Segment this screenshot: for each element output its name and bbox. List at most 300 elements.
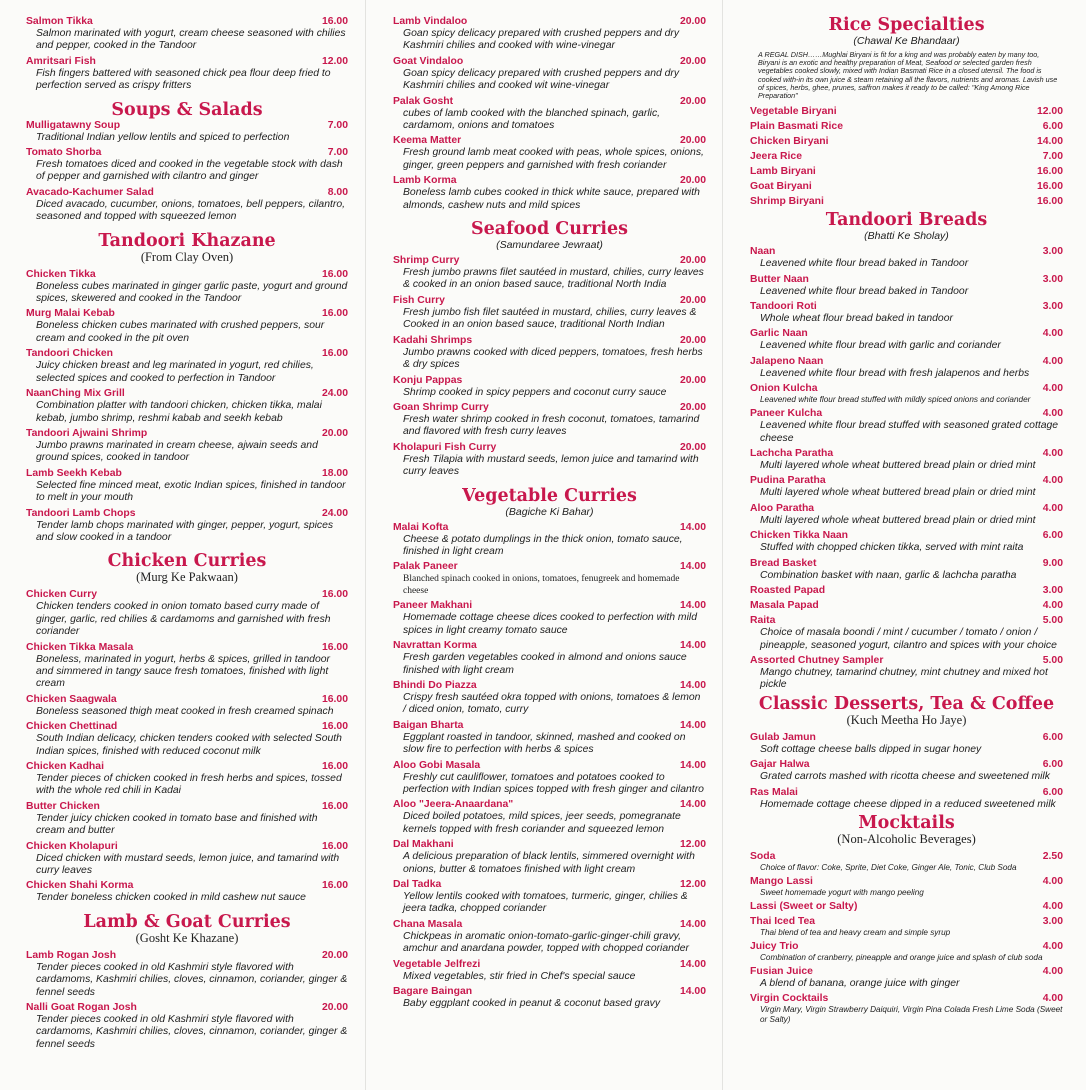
- section-title: Chicken Curries: [107, 551, 267, 572]
- menu-item: [26, 269, 348, 306]
- menu-item-description: Traditional Indian yellow lentils and spiced to perfection: [36, 131, 290, 143]
- menu-item-name: Chicken Curry: [26, 589, 98, 601]
- menu-item-header: [750, 851, 1063, 863]
- menu-item-name: Paneer Makhani: [393, 600, 473, 612]
- menu-item-header: [26, 16, 348, 28]
- menu-item: [750, 383, 1063, 405]
- menu-item: [750, 787, 1063, 811]
- menu-item-header: [393, 959, 706, 971]
- menu-item-description: Combination platter with tandoori chicken, chicken tikka, malai kebab, jumbo shrimp, reshmi kabab and seekh kebab: [36, 400, 322, 424]
- menu-item-price: 16.00: [321, 308, 348, 320]
- menu-item-description: Choice of masala boondi / mint / cucumber / tomato / onion / pineapple, seasoned yogurt, cilantro and spices with your choice: [760, 627, 1057, 651]
- menu-item-price: 4.00: [1042, 600, 1063, 612]
- menu-item-description: Leavened white flour bread baked in Tandoor: [760, 285, 969, 297]
- menu-item: [26, 1002, 348, 1051]
- menu-item-description: Eggplant roasted in tandoor, skinned, mashed and cooked on slow fire to perfection with herbs & spices: [403, 731, 686, 756]
- menu-item-price: 16.00: [321, 721, 348, 733]
- menu-item-description: Cheese & potato dumplings in the thick onion, tomato sauce, finished in light cream: [403, 533, 683, 557]
- menu-item-price: 20.00: [679, 175, 706, 187]
- section-title: Soups & Salads: [111, 99, 263, 120]
- menu-item: [26, 801, 348, 838]
- menu-item: [750, 993, 1063, 1025]
- menu-item-header: [26, 880, 348, 892]
- menu-item: [393, 839, 706, 876]
- menu-item-price: 3.00: [1042, 246, 1063, 258]
- menu-item: [750, 196, 1063, 208]
- menu-item-name: Goat Biryani: [750, 181, 812, 193]
- menu-item-name: Tandoori Lamb Chops: [26, 507, 136, 519]
- menu-item-description: Tender lamb chops marinated with ginger, pepper, yogurt, spices and slow cooked in a tandoor: [36, 519, 334, 543]
- menu-item-price: 6.00: [1042, 759, 1063, 771]
- section-subtitle: (Kuch Meetha Ho Jaye): [846, 712, 967, 727]
- menu-item: [393, 175, 706, 212]
- menu-item: [393, 522, 706, 559]
- menu-item-price: 3.00: [1042, 585, 1063, 597]
- menu-item-header: [750, 901, 1063, 913]
- menu-item-header: [750, 585, 1063, 597]
- menu-item-price: 14.00: [679, 799, 706, 811]
- menu-item-name: Chicken Chettinad: [26, 721, 118, 733]
- menu-item-price: 20.00: [679, 95, 706, 107]
- menu-item-price: 14.00: [679, 521, 706, 533]
- menu-item-price: 20.00: [679, 294, 706, 306]
- menu-item-name: Butter Chicken: [26, 800, 100, 812]
- menu-item-price: 24.00: [321, 388, 348, 400]
- menu-item-name: Keema Matter: [393, 135, 462, 147]
- menu-item-price: 4.00: [1042, 993, 1063, 1005]
- menu-item: [26, 694, 348, 718]
- menu-item-price: 20.00: [679, 401, 706, 413]
- menu-column-middle: [393, 16, 706, 1013]
- menu-item: [26, 721, 348, 758]
- menu-item-price: 4.00: [1042, 408, 1063, 420]
- section-subtitle: (Non-Alcoholic Beverages): [837, 831, 976, 846]
- menu-item-price: 24.00: [321, 507, 348, 519]
- menu-item: [750, 876, 1063, 898]
- menu-item-header: [750, 356, 1063, 368]
- menu-item-header: [750, 181, 1063, 193]
- menu-item-description: Goan spicy delicacy prepared with crushed peppers and dry Kashmiri chilies and cooked with wine-vinegar: [403, 28, 680, 52]
- menu-item-price: 18.00: [321, 467, 348, 479]
- menu-item-header: [26, 120, 348, 132]
- menu-item-description: Tender pieces cooked in old Kashmiri style flavored with cardamoms, Kashmiri chilies, cloves, cinnamon, coriander, ginger & fennel seeds: [36, 1014, 348, 1050]
- menu-item-name: Bread Basket: [750, 557, 817, 569]
- menu-item-name: Naan: [750, 246, 776, 258]
- menu-item-header: [393, 760, 706, 772]
- menu-section-soups-salads: [26, 101, 348, 224]
- menu-item: [750, 181, 1063, 193]
- menu-item-name: Fusian Juice: [750, 965, 813, 977]
- menu-item: [393, 561, 706, 597]
- menu-item: [750, 732, 1063, 756]
- menu-item-header: [393, 879, 706, 891]
- menu-item-description: Diced boiled potatoes, mild spices, jeer seeds, pomegranate kernels topped with fresh coriander and squeezed lemon: [403, 811, 681, 835]
- menu-item-price: 5.00: [1042, 615, 1063, 627]
- menu-item-header: [750, 166, 1063, 178]
- menu-item-price: 12.00: [679, 839, 706, 851]
- menu-item: [26, 950, 348, 999]
- menu-item-header: [393, 175, 706, 187]
- menu-item-header: [26, 761, 348, 773]
- menu-item-header: [750, 615, 1063, 627]
- menu-item-description: Combination basket with naan, garlic & lachcha paratha: [760, 569, 1017, 581]
- menu-item-name: Gulab Jamun: [750, 731, 816, 743]
- menu-item-price: 14.00: [679, 986, 706, 998]
- menu-item-header: [26, 147, 348, 159]
- menu-item-price: 4.00: [1042, 875, 1063, 887]
- menu-item-header: [26, 841, 348, 853]
- menu-item: [26, 880, 348, 904]
- menu-item-description: Whole wheat flour bread baked in tandoor: [760, 313, 953, 325]
- menu-item-name: Pudina Paratha: [750, 475, 826, 487]
- menu-item-price: 4.00: [1042, 448, 1063, 460]
- menu-item: [393, 600, 706, 637]
- menu-item: [750, 448, 1063, 472]
- menu-item: [26, 468, 348, 505]
- menu-item-description: Choice of flavor: Coke, Sprite, Diet Coke, Ginger Ale, Tonic, Club Soda: [760, 862, 1017, 872]
- menu-item: [750, 356, 1063, 380]
- section-title: Seafood Curries: [470, 219, 629, 240]
- menu-item-price: 20.00: [679, 255, 706, 267]
- menu-item-price: 5.00: [1042, 654, 1063, 666]
- menu-item: [750, 301, 1063, 325]
- menu-item-price: 16.00: [321, 840, 348, 852]
- section-subtitle: (Bagiche Ki Bahar): [505, 505, 594, 518]
- section-subtitle: (Samundaree Jewraat): [496, 239, 603, 252]
- menu-item-description: Jumbo prawns marinated in cream cheese, ajwain seeds and ground spices, cooked in tandoor: [36, 439, 318, 464]
- menu-item-name: Fish Curry: [393, 294, 445, 306]
- menu-item-description: Homemade cottage cheese dices cooked to perfection with mild spices in light creamy tomato sauce: [403, 612, 697, 636]
- menu-item-header: [750, 916, 1063, 928]
- menu-item-description: Shrimp cooked in spicy peppers and coconut curry sauce: [403, 386, 667, 398]
- menu-item-name: Mulligatawny Soup: [26, 119, 121, 131]
- menu-item: [750, 121, 1063, 133]
- menu-item-price: 14.00: [679, 719, 706, 731]
- menu-item-name: Lamb Vindaloo: [393, 16, 468, 27]
- menu-section: [393, 16, 706, 212]
- menu-item-name: Plain Basmati Rice: [750, 121, 843, 133]
- menu-item-price: 6.00: [1042, 121, 1063, 133]
- menu-item-price: 20.00: [679, 135, 706, 147]
- menu-item-description: A blend of banana, orange juice with ginger: [760, 977, 960, 989]
- menu-item: [393, 799, 706, 836]
- menu-item-description: Fresh water shrimp cooked in fresh coconut, tomatoes, tamarind and flavored with fresh curry leaves: [403, 413, 700, 438]
- menu-item-price: 4.00: [1042, 355, 1063, 367]
- menu-item-price: 8.00: [327, 186, 348, 198]
- menu-item-description: Boneless chicken cubes marinated with crushed peppers, sour cream and cooked in the pit oven: [36, 320, 325, 344]
- menu-item-description: Combination of cranberry, pineapple and orange juice and splash of club soda: [760, 952, 1043, 962]
- menu-item-name: Jalapeno Naan: [750, 355, 824, 367]
- menu-item-header: [26, 721, 348, 733]
- menu-item: [750, 558, 1063, 582]
- menu-item-description: Mixed vegetables, stir fried in Chef's special sauce: [403, 970, 636, 982]
- menu-item-description: Freshly cut cauliflower, tomatoes and potatoes cooked to perfection with Indian spices topped with fresh ginger and cilantro: [403, 771, 704, 795]
- menu-item-header: [750, 475, 1063, 487]
- menu-item-name: Lassi (Sweet or Salty): [750, 900, 858, 912]
- menu-item-header: [26, 508, 348, 520]
- menu-item: [393, 335, 706, 372]
- menu-item-name: Soda: [750, 850, 776, 862]
- menu-item-price: 14.00: [679, 640, 706, 652]
- menu-item-price: 4.00: [1042, 383, 1063, 395]
- menu-item-header: [750, 876, 1063, 888]
- menu-item-description: Fresh garden vegetables cooked in almond and onions sauce finished with light cream: [403, 652, 687, 676]
- menu-item-header: [393, 640, 706, 652]
- menu-item-name: Navrattan Korma: [393, 640, 477, 652]
- menu-item-name: Aloo "Jeera-Anaardana": [393, 799, 514, 811]
- menu-item-price: 14.00: [679, 958, 706, 970]
- menu-item-header: [750, 530, 1063, 542]
- menu-item-header: [750, 274, 1063, 286]
- menu-item: [26, 428, 348, 465]
- menu-item-price: 20.00: [321, 427, 348, 439]
- menu-item: [393, 640, 706, 677]
- section-title: Lamb & Goat Curries: [83, 911, 291, 932]
- menu-item: [750, 106, 1063, 118]
- menu-item: [26, 16, 348, 53]
- menu-item-price: 7.00: [1042, 151, 1063, 163]
- menu-item-description: Tender pieces of chicken cooked in fresh herbs and spices, tossed with the whole red chili in Kadai: [36, 773, 342, 797]
- menu-item-description: A delicious preparation of black lentils, simmered overnight with onions, butter & tomatoes finished with light cream: [403, 851, 695, 875]
- menu-item-description: Tender pieces cooked in old Kashmiri style flavored with cardamoms, Kashmiri chilies, cloves, cinnamon, coriander, ginger & fennel seeds: [36, 961, 348, 998]
- menu-item: [393, 295, 706, 332]
- menu-item-name: Konju Pappas: [393, 374, 463, 386]
- menu-item-description: Soft cottage cheese balls dipped in sugar honey: [760, 743, 982, 755]
- menu-item-description: Juicy chicken breast and leg marinated in yogurt, red chilies, selected spices and cooked to perfection in Tandoor: [36, 360, 314, 384]
- menu-item-name: Vegetable Jelfrezi: [393, 958, 481, 970]
- menu-item-name: Kholapuri Fish Curry: [393, 441, 497, 453]
- menu-item-description: Leavened white flour bread baked in Tandoor: [760, 258, 969, 270]
- menu-item-name: Raita: [750, 615, 776, 627]
- menu-item-name: Amritsari Fish: [26, 55, 96, 67]
- menu-item-name: Paneer Kulcha: [750, 408, 823, 420]
- section-intro: A REGAL DISH……Mughlai Biryani is fit for a king and was probably eaten by many too, Biryani is an exotic and healthy preparation of Meat, Seafood or selected garden fresh vegetables cooked slowly, mixed with Indian Basmati Rice in a closed utensil. The food is cooked with-in its own juice & steam retaining all the flavors, nutrients and aromas. Lavish use of spices, herbs, ghee, prunes, saffron makes it ready to be called: "King Among Rice Preparation": [758, 50, 1058, 101]
- menu-item-description: Homemade cottage cheese dipped in a reduced sweetened milk: [760, 798, 1056, 810]
- menu-item-price: 6.00: [1042, 530, 1063, 542]
- menu-item-price: 16.00: [321, 16, 348, 27]
- menu-item: [393, 720, 706, 757]
- menu-item-price: 16.00: [321, 641, 348, 653]
- menu-item-name: Chicken Tikka: [26, 268, 96, 280]
- menu-item-header: [26, 468, 348, 480]
- menu-item: [26, 120, 348, 144]
- menu-item-description: Mango chutney, tamarind chutney, mint chutney and mixed hot pickle: [760, 666, 1048, 691]
- menu-item-description: Multi layered whole wheat buttered bread plain or dried mint: [760, 487, 1036, 499]
- menu-item-name: Aloo Paratha: [750, 502, 815, 514]
- menu-item: [26, 348, 348, 385]
- menu-item-description: Blanched spinach cooked in onions, tomatoes, fenugreek and homemade cheese: [403, 574, 680, 597]
- menu-item-name: Jeera Rice: [750, 151, 802, 163]
- menu-item-price: 7.00: [327, 147, 348, 159]
- menu-item-header: [750, 196, 1063, 208]
- menu-item: [26, 308, 348, 345]
- menu-item-name: Virgin Cocktails: [750, 993, 829, 1005]
- menu-item-header: [393, 295, 706, 307]
- menu-item-name: Masala Papad: [750, 600, 819, 612]
- menu-item-header: [750, 558, 1063, 570]
- menu-item-name: Aloo Gobi Masala: [393, 759, 481, 771]
- menu-item-header: [750, 993, 1063, 1005]
- menu-item-description: cubes of lamb cooked with the blanched spinach, garlic, cardamom, onions and tomatoes: [403, 107, 661, 132]
- menu-item-price: 14.00: [679, 600, 706, 612]
- menu-item-price: 12.00: [321, 55, 348, 67]
- menu-item-description: Sweet homemade yogurt with mango peeling: [760, 887, 924, 897]
- menu-item: [750, 530, 1063, 554]
- menu-item-name: Assorted Chutney Sampler: [750, 654, 884, 666]
- menu-item-name: Goat Vindaloo: [393, 55, 464, 67]
- menu-item-price: 20.00: [679, 16, 706, 27]
- menu-section-vegetable-curries: [393, 487, 706, 1011]
- menu-item-description: Leavened white flour bread stuffed with seasoned grated cottage cheese: [760, 420, 1059, 444]
- menu-item-description: Goan spicy delicacy prepared with crushed peppers and dry Kashmiri chilies and cooked wit wine-vinegar: [403, 67, 680, 92]
- menu-item-header: [393, 402, 706, 414]
- menu-item: [393, 255, 706, 292]
- menu-item: [750, 166, 1063, 178]
- menu-item-name: Tomato Shorba: [26, 147, 102, 159]
- menu-section: [26, 16, 348, 93]
- menu-item: [393, 879, 706, 916]
- menu-column-right: [750, 16, 1063, 1028]
- section-title: Vegetable Curries: [462, 485, 637, 506]
- menu-item-header: [393, 16, 706, 28]
- menu-item-description: Fresh tomatoes diced and cooked in the vegetable stock with dash of pepper and garnished with cilantro and ginger: [36, 159, 343, 183]
- menu-item-description: Stuffed with chopped chicken tikka, served with mint raita: [760, 542, 1024, 554]
- menu-item-name: Chicken Shahi Korma: [26, 880, 134, 892]
- section-title: Classic Desserts, Tea & Coffee: [758, 693, 1055, 714]
- menu-item-header: [26, 187, 348, 199]
- menu-item-name: Lamb Rogan Josh: [26, 949, 117, 961]
- menu-item: [750, 585, 1063, 597]
- menu-item-name: Malai Kofta: [393, 521, 449, 533]
- menu-item-price: 6.00: [1042, 731, 1063, 743]
- menu-item-description: Fresh jumbo prawns filet sautéed in mustard, chilies, curry leaves & cooked in an onion based sauce, traditional North India: [403, 267, 704, 291]
- menu-item-description: Grated carrots mashed with ricotta cheese and sweetened milk: [760, 771, 1050, 783]
- menu-item-price: 4.00: [1042, 940, 1063, 952]
- menu-item: [26, 589, 348, 638]
- menu-item-name: Vegetable Biryani: [750, 106, 837, 118]
- menu-item-price: 12.00: [679, 879, 706, 891]
- menu-item-description: Fresh jumbo fish filet sautéed in mustard, chilies, curry leaves & Cooked in an onion based sauce, traditional North Indian: [403, 306, 697, 331]
- menu-item-name: Shrimp Curry: [393, 255, 460, 267]
- menu-item-header: [393, 680, 706, 692]
- menu-item-name: Nalli Goat Rogan Josh: [26, 1002, 137, 1014]
- menu-item-header: [750, 655, 1063, 667]
- menu-item: [393, 680, 706, 717]
- menu-item-header: [26, 694, 348, 706]
- menu-item-description: Multi layered whole wheat buttered bread plain or dried mint: [760, 460, 1036, 472]
- menu-item-name: Tandoori Roti: [750, 301, 817, 313]
- menu-item-header: [393, 561, 706, 573]
- menu-item-description: Multi layered whole wheat buttered bread plain or dried mint: [760, 514, 1036, 526]
- menu-item-price: 4.00: [1042, 475, 1063, 487]
- menu-item-description: Chickpeas in aromatic onion-tomato-garlic-ginger-chili gravy, amchur and anardana powder, topped with chopped coriander: [403, 930, 689, 955]
- menu-item-header: [750, 448, 1063, 460]
- menu-item: [750, 408, 1063, 445]
- menu-item-price: 3.00: [1042, 301, 1063, 313]
- menu-item-name: NaanChing Mix Grill: [26, 388, 125, 400]
- menu-item-description: Yellow lentils cooked with tomatoes, turmeric, ginger, chilies & jeera tadka, chopped coriander: [403, 891, 688, 915]
- menu-item-header: [750, 106, 1063, 118]
- menu-item-name: Thai Iced Tea: [750, 915, 816, 927]
- menu-item-description: Boneless cubes marinated in ginger garlic paste, yogurt and ground spices, skewered and cooked in the Tandoor: [36, 280, 348, 305]
- menu-item-description: Leavened white flour bread stuffed with mildly spiced onions and coriander: [760, 395, 1031, 405]
- menu-item-price: 16.00: [321, 693, 348, 705]
- menu-item-header: [750, 966, 1063, 978]
- menu-item: [26, 56, 348, 93]
- menu-item: [750, 475, 1063, 499]
- menu-item-description: Crispy fresh sautéed okra topped with onions, tomatoes & lemon / diced onion, tomato, curry: [403, 691, 701, 716]
- menu-item-name: Dal Makhani: [393, 839, 454, 851]
- menu-item-header: [750, 732, 1063, 744]
- menu-item-name: Juicy Trio: [750, 940, 799, 952]
- menu-item-description: Selected fine minced meat, exotic Indian spices, finished in tandoor to melt in your mouth: [36, 479, 346, 504]
- menu-item-price: 3.00: [1042, 273, 1063, 285]
- menu-item-header: [750, 408, 1063, 420]
- menu-item: [393, 442, 706, 479]
- menu-item-description: Fresh ground lamb meat cooked with peas, whole spices, onions, ginger, green peppers and garnished with fresh coriander: [403, 147, 704, 171]
- menu-column-left: [26, 16, 348, 1054]
- section-subtitle: (Chawal Ke Bhandaar): [853, 35, 960, 47]
- menu-item-description: Salmon marinated with yogurt, cream cheese seasoned with chilies and pepper, cooked in the Tandoor: [36, 28, 346, 52]
- menu-item-header: [26, 1002, 348, 1014]
- menu-item-name: Mango Lassi: [750, 875, 813, 887]
- menu-item-header: [393, 135, 706, 147]
- menu-item-name: Kadahi Shrimps: [393, 334, 473, 346]
- menu-item-price: 20.00: [679, 441, 706, 453]
- menu-item-description: Jumbo prawns cooked with diced peppers, tomatoes, fresh herbs & dry spices: [403, 346, 703, 371]
- menu-item-name: Bagare Baingan: [393, 986, 473, 998]
- page-fold: [722, 0, 723, 1090]
- menu-item-header: [26, 589, 348, 601]
- menu-item-name: Chicken Tikka Masala: [26, 641, 134, 653]
- menu-item-name: Chicken Kholapuri: [26, 840, 118, 852]
- menu-item: [750, 615, 1063, 652]
- menu-item: [750, 503, 1063, 527]
- menu-item-price: 3.00: [1042, 915, 1063, 927]
- menu-item: [750, 328, 1063, 352]
- menu-item-price: 4.00: [1042, 502, 1063, 514]
- menu-item-header: [393, 919, 706, 931]
- menu-item: [393, 402, 706, 439]
- menu-item: [393, 375, 706, 399]
- menu-item-price: 14.00: [679, 918, 706, 930]
- section-subtitle: (From Clay Oven): [140, 249, 234, 264]
- menu-item-description: Boneless seasoned thigh meat cooked in fresh creamed spinach: [36, 705, 334, 717]
- menu-item-header: [750, 383, 1063, 395]
- section-subtitle: (Murg Ke Pakwaan): [136, 570, 238, 585]
- menu-item: [750, 246, 1063, 270]
- menu-item-header: [26, 388, 348, 400]
- menu-item: [393, 16, 706, 53]
- menu-item-name: Gajar Halwa: [750, 759, 810, 771]
- menu-item-header: [393, 986, 706, 998]
- menu-item-header: [26, 801, 348, 813]
- menu-item-name: Lamb Seekh Kebab: [26, 467, 122, 479]
- menu-item-name: Palak Paneer: [393, 561, 458, 573]
- menu-item: [750, 151, 1063, 163]
- menu-item-price: 7.00: [327, 119, 348, 131]
- menu-item-name: Roasted Papad: [750, 585, 826, 597]
- menu-section-chicken-curries: [26, 552, 348, 905]
- menu-item: [750, 916, 1063, 938]
- menu-item-price: 14.00: [1036, 136, 1063, 148]
- menu-item-header: [750, 328, 1063, 340]
- menu-item: [750, 136, 1063, 148]
- menu-item: [750, 655, 1063, 692]
- menu-item-name: Chicken Biryani: [750, 136, 829, 148]
- menu-item: [393, 135, 706, 172]
- menu-item-price: 2.50: [1042, 850, 1063, 862]
